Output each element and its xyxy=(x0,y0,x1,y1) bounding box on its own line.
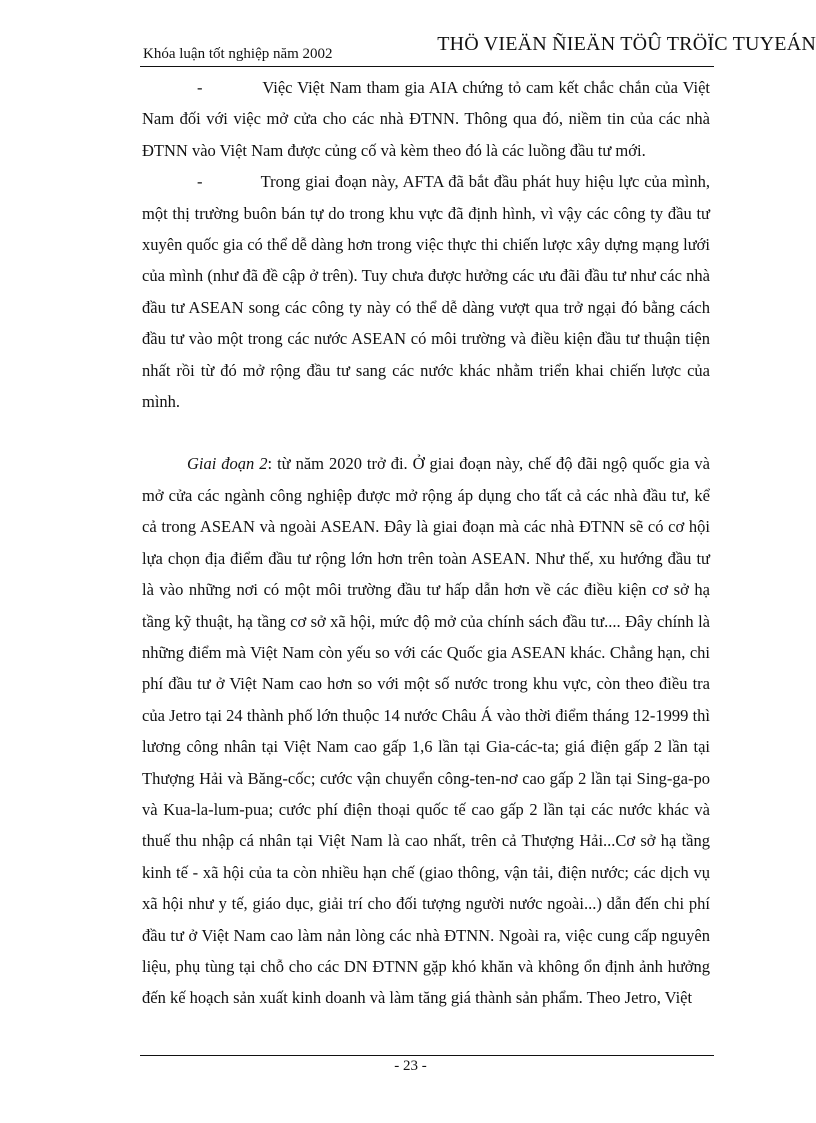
paragraph-spacer xyxy=(142,417,710,448)
stage-2-label: Giai đoạn 2 xyxy=(187,454,268,474)
bullet-paragraph-2: - Trong giai đoạn này, AFTA đã bắt đầu phát huy hiệu lực của mình, một thị trường buôn bán tự do trong khu vực đã định hình, vì vậy các công ty đầu tư xuyên quốc gia có thể dễ dàng hơn trong việc thực thi chiến lược xây dựng mạng lưới của mình (như đã đề cập ở trên). Tuy chưa được hưởng các ưu đãi đầu tư như các nhà đầu tư ASEAN song các công ty này có thể dễ dàng vượt qua trở ngại đó bằng cách đầu tư vào một trong các nước ASEAN có môi trường và điều kiện đầu tư thuận tiện nhất rồi từ đó mở rộng đầu tư sang các nước khác nhằm triển khai chiến lược của mình. xyxy=(142,172,710,412)
page-number: - 23 - xyxy=(394,1058,427,1074)
stage-2-paragraph xyxy=(142,448,710,1013)
bullet-paragraph-1: - Việc Việt Nam tham gia AIA chứng tỏ cam kết chắc chắn của Việt Nam đối với việc mở cửa cho các nhà ĐTNN. Thông qua đó, niềm tin của các nhà ĐTNN vào Việt Nam được củng cố và kèm theo đó là các luồng đầu tư mới. xyxy=(142,78,710,160)
footer-divider xyxy=(140,1055,714,1056)
page-body xyxy=(142,72,710,1014)
running-header-title: Khóa luận tốt nghiệp năm 2002 xyxy=(143,46,333,62)
stage-2-text: : từ năm 2020 trở đi. Ở giai đoạn này, chế độ đãi ngộ quốc gia và mở cửa các ngành công nghiệp được mở rộng áp dụng cho tất cả các nhà đầu tư, kể cả trong ASEAN và ngoài ASEAN. Đây là giai đoạn mà các nhà ĐTNN sẽ có cơ hội lựa chọn địa điểm đầu tư rộng lớn hơn trên toàn ASEAN. Như thế, xu hướng đầu tư là vào những nơi có một môi trường đầu tư hấp dẫn hơn về các điều kiện cơ sở hạ tầng kỹ thuật, hạ tầng cơ sở xã hội, mức độ mở của chính sách đầu tư.... Đây chính là những điểm mà Việt Nam còn yếu so với các Quốc gia ASEAN khác. Chẳng hạn, chi phí đầu tư ở Việt Nam cao hơn so với một số nước trong khu vực, còn theo điều tra của Jetro tại 24 thành phố lớn thuộc 14 nước Châu Á vào thời điểm tháng 12-1999 thì lương công nhân tại Việt Nam cao gấp 1,6 lần tại Gia-các-ta; giá điện gấp 2 lần tại Thượng Hải và Băng-cốc; cước vận chuyển công-ten-nơ cao gấp 2 lần tại Sing-ga-po và Kua-la-lum-pua; cước phí điện thoại quốc tế cao gấp 2 lần tại các nước khác và thuế thu nhập cá nhân tại Việt Nam là cao nhất, trên cả Thượng Hải...Cơ sở hạ tầng kinh tế - xã hội của ta còn nhiều hạn chế (giao thông, vận tải, điện nước; các dịch vụ xã hội như y tế, giáo dục, giải trí cho đối tượng người nước ngoài...) dẫn đến chi phí đầu tư ở Việt Nam cao làm nản lòng các nhà ĐTNN. Ngoài ra, việc cung cấp nguyên liệu, phụ tùng tại chỗ cho các DN ĐTNN gặp khó khăn và không ổn định ảnh hưởng đến kế hoạch sản xuất kinh doanh và làm tăng giá thành sản phẩm. Theo Jetro, Việt xyxy=(142,454,711,1008)
header-divider xyxy=(140,66,714,67)
library-watermark-header: THÖ VIEÄN ÑIEÄN TÖÛ TRÖÏC TUYEÁN xyxy=(437,33,816,55)
